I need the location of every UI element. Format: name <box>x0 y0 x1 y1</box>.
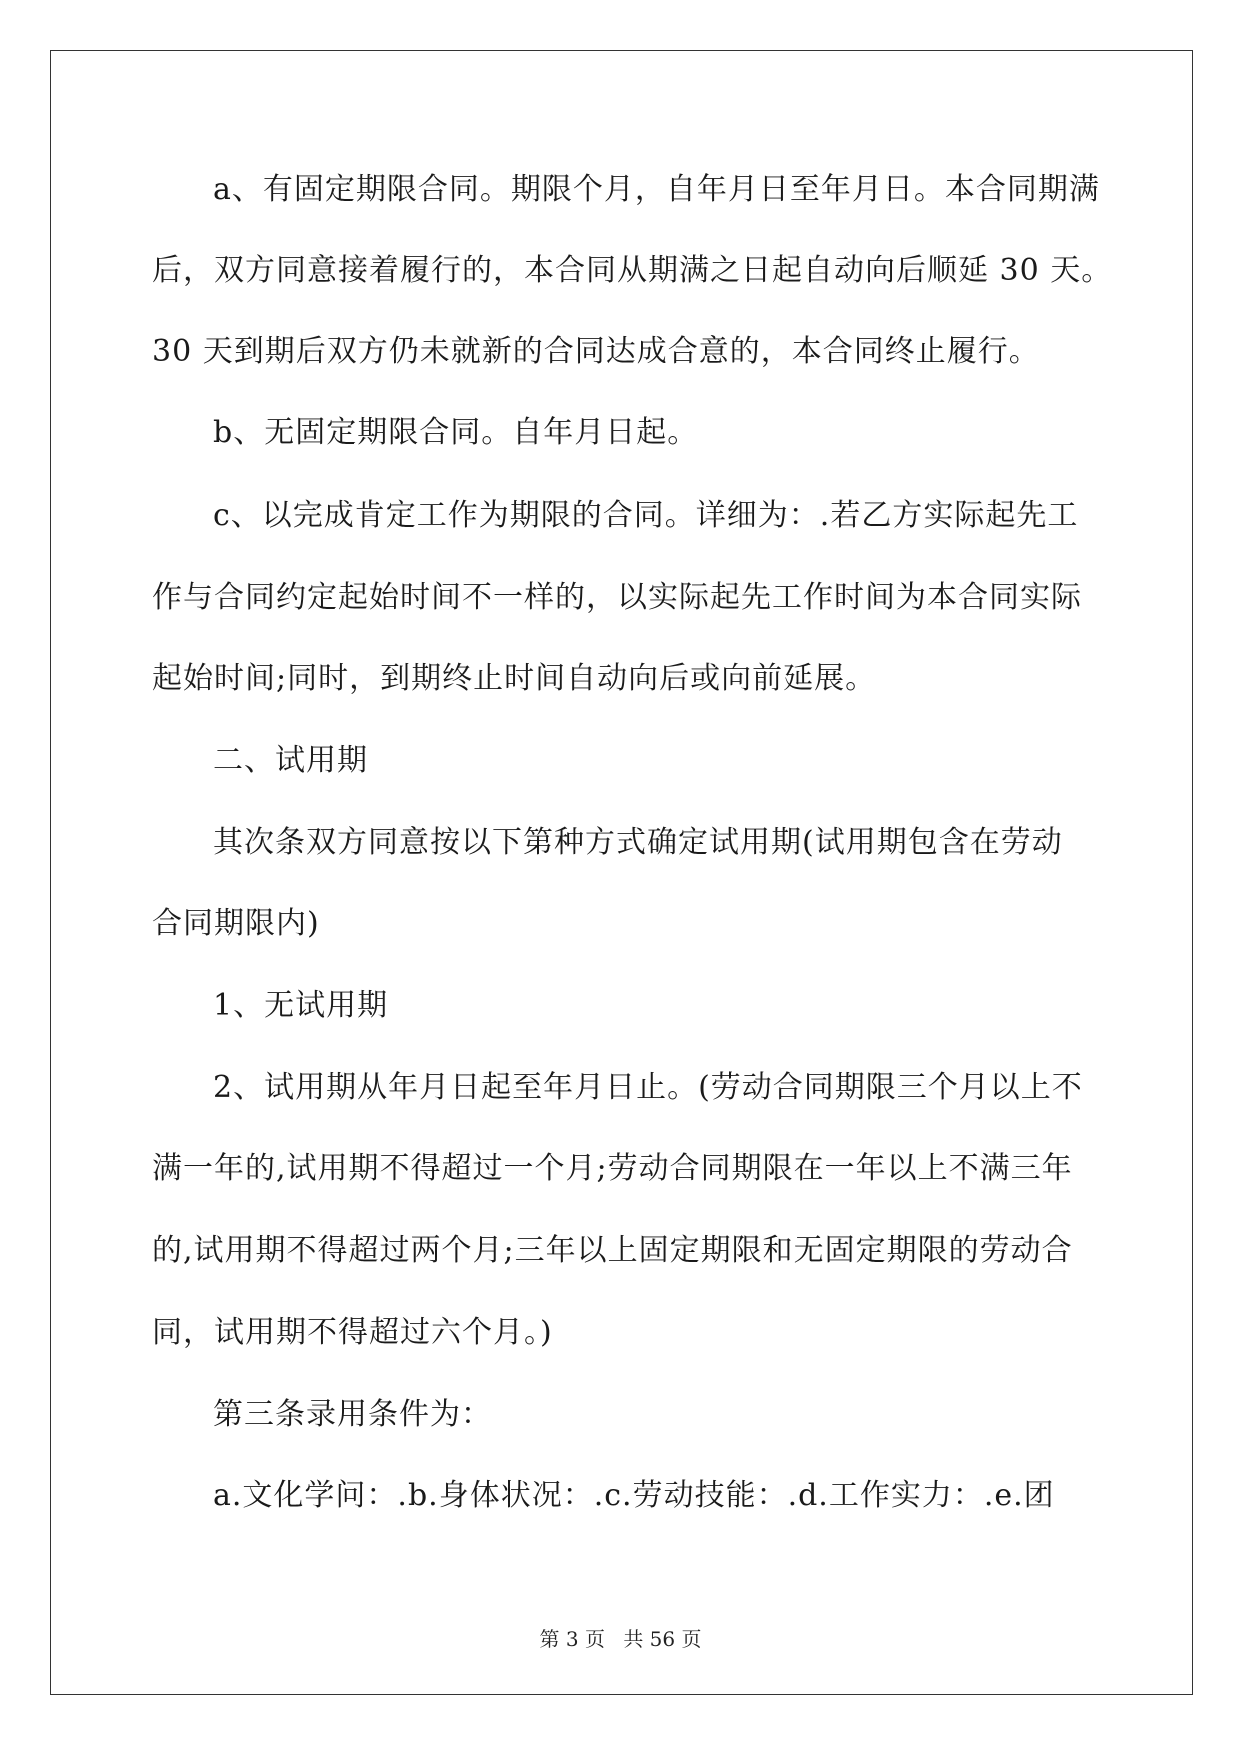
text-line: 第三条录用条件为： <box>213 1397 492 1432</box>
text-line: 2、试用期从年月日起至年月日止。(劳动合同期限三个月以上不 <box>213 1070 1083 1105</box>
text-line: 起始时间;同时，到期终止时间自动向后或向前延展。 <box>152 661 877 696</box>
page-border <box>50 50 1193 1695</box>
text-line: 的,试用期不得超过两个月;三年以上固定期限和无固定期限的劳动合 <box>152 1233 1073 1268</box>
text-line: 合同期限内) <box>152 906 320 941</box>
text-line: 后，双方同意接着履行的，本合同从期满之日起自动向后顺延 30 天。 <box>152 253 1113 288</box>
text-line: c、以完成肯定工作为期限的合同。详细为：.若乙方实际起先工 <box>213 498 1079 533</box>
text-line: a、有固定期限合同。期限个月，自年月日至年月日。本合同期满 <box>213 172 1100 207</box>
text-line: 满一年的,试用期不得超过一个月;劳动合同期限在一年以上不满三年 <box>152 1151 1073 1186</box>
total-pages: 共 56 页 <box>623 1627 702 1651</box>
text-line: a.文化学问：.b.身体状况：.c.劳动技能：.d.工作实力：.e.团 <box>213 1478 1055 1513</box>
page-number: 第 3 页 <box>539 1627 605 1651</box>
text-line: 其次条双方同意按以下第种方式确定试用期(试用期包含在劳动 <box>213 825 1063 860</box>
text-line: b、无固定期限合同。自年月日起。 <box>213 415 699 450</box>
text-line: 1、无试用期 <box>213 988 389 1023</box>
text-line: 同，试用期不得超过六个月。) <box>152 1315 553 1350</box>
text-line: 30 天到期后双方仍未就新的合同达成合意的，本合同终止履行。 <box>152 334 1040 369</box>
section-heading: 二、试用期 <box>213 743 368 778</box>
page-footer <box>0 1627 1241 1651</box>
text-line: 作与合同约定起始时间不一样的，以实际起先工作时间为本合同实际 <box>152 580 1082 615</box>
